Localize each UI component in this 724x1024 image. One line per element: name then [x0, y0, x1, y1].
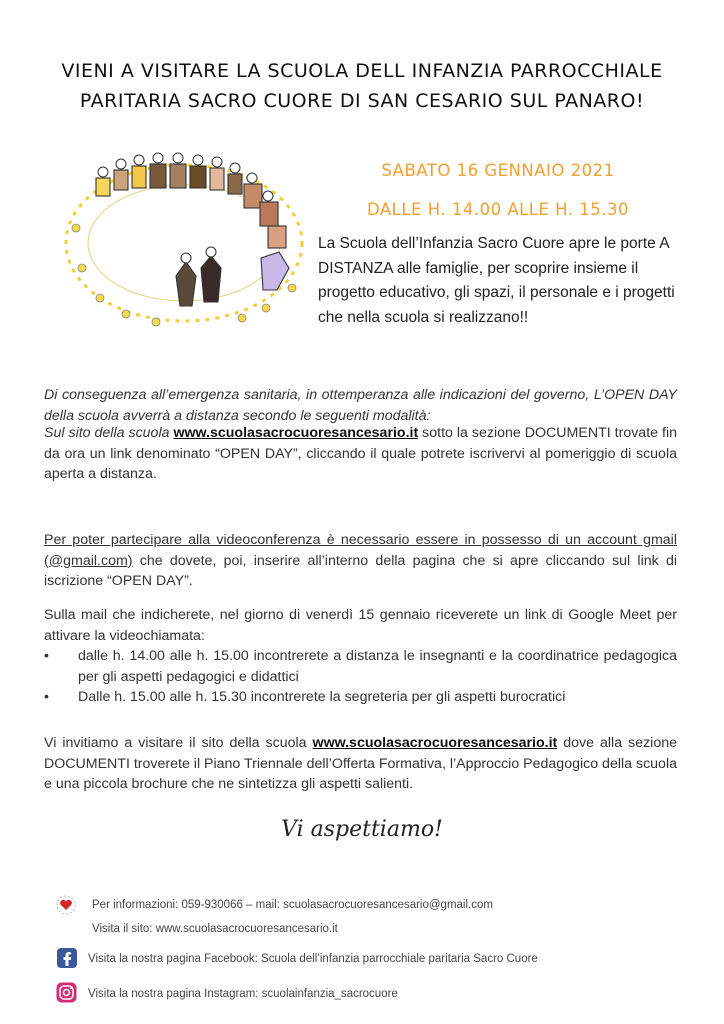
children-circle-drawing [56, 148, 314, 338]
event-time: DALLE H. 14.00 ALLE H. 15.30 [366, 200, 630, 219]
instagram-info[interactable]: Visita la nostra pagina Instagram: scuolainfanzia_sacrocuore [88, 988, 398, 1000]
site-info: Visita il sito: www.scuolasacrocuoresancesario.it [92, 923, 338, 935]
paragraph-documents [44, 733, 677, 795]
event-date: SABATO 16 GENNAIO 2021 [381, 161, 615, 180]
documents-intro-text: Vi invitiamo a visitare il sito della scuola [44, 735, 313, 751]
list-item: • dalle h. 14.00 alle h. 15.00 incontrerete a distanza le insegnanti e la coordinatrice pedagogica per gli aspetti pedagogici e didattici [44, 646, 677, 687]
paragraph-meet [44, 605, 677, 708]
documents-rest-text: dove alla sezione DOCUMENTI troverete il Piano Triennale dell’Offerta Formativa, l’Approccio Pedagogico della scuola e una piccola brochure che ne sintetizza gli aspetti salienti. [44, 735, 677, 792]
contact-info: Per informazioni: 059-930066 – mail: scuolasacrocuoresancesario@gmail.com [92, 899, 493, 911]
list-item: • Dalle h. 15.00 alle h. 15.30 incontrerete la segreteria per gli aspetti burocratici [44, 687, 677, 708]
instagram-icon[interactable] [56, 982, 77, 1003]
site-rest-text: sotto la sezione DOCUMENTI trovate fin da ora un link denominato “OPEN DAY”, cliccando il quale potrete iscrivervi al pomeriggio di scuola aperta a distanza. [44, 425, 677, 482]
facebook-info[interactable]: Visita la nostra pagina Facebook: Scuola dell’infanzia parrocchiale paritaria Sacro Cuore [88, 953, 538, 965]
school-site-link[interactable]: www.scuolasacrocuoresancesario.it [173, 425, 419, 441]
title-line-2: PARITARIA SACRO CUORE DI SAN CESARIO SUL PANARO! [79, 90, 645, 112]
heart-logo-icon [55, 894, 77, 916]
meet-text: Sulla mail che indicherete, nel giorno di venerdì 15 gennaio riceverete un link di Google Meet per attivare la videochiamata: [44, 607, 677, 644]
gmail-requirement: Per poter partecipare alla videoconferenza è necessario essere in possesso di un account gmail (@gmail.com) [44, 532, 677, 569]
signoff: Vi aspettiamo! [281, 817, 443, 842]
paragraph-emergency: Di conseguenza all’emergenza sanitaria, in ottemperanza alle indicazioni del governo, L’OPEN DAY della scuola avverrà a distanza secondo le seguenti modalità: [44, 387, 677, 424]
paragraph-gmail [44, 530, 677, 592]
facebook-icon[interactable] [57, 948, 77, 968]
paragraph-site [44, 423, 677, 485]
gmail-rest-text: che dovete, poi, inserire all’interno della pagina che si apre cliccando sul link di iscrizione “OPEN DAY”. [44, 552, 677, 589]
school-site-link[interactable]: www.scuolasacrocuoresancesario.it [312, 735, 558, 751]
page-title [40, 56, 684, 116]
site-intro-text: Sul sito della scuola [44, 425, 170, 441]
schedule-list [44, 646, 677, 708]
title-line-1: VIENI A VISITARE LA SCUOLA DELL INFANZIA PARROCCHIALE [61, 60, 663, 82]
intro-text: La Scuola dell’Infanzia Sacro Cuore apre le porte A DISTANZA alle famiglie, per scoprire insieme il progetto educativo, gli spazi, il personale e i progetti che nella scuola si realizzano!! [318, 235, 675, 326]
